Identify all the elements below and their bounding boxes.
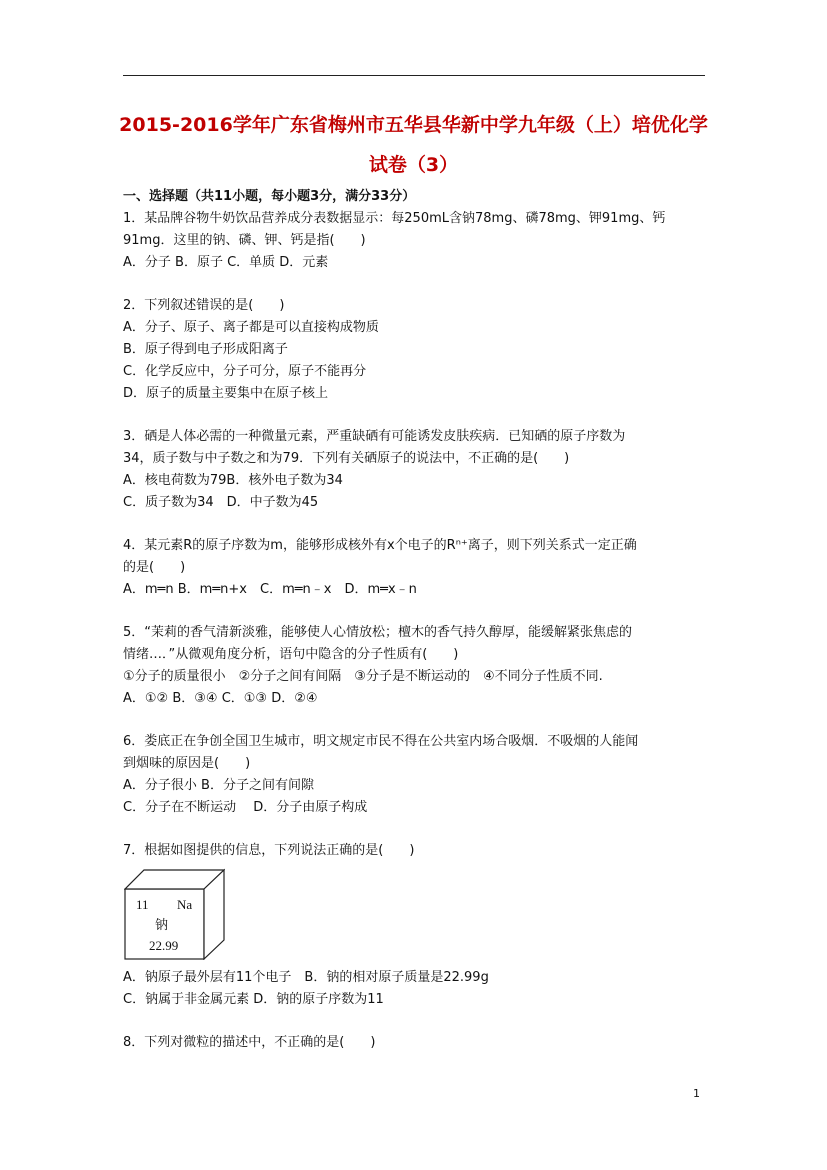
element-symbol: Na [177, 897, 193, 912]
text-line: 1．某品牌谷物牛奶饮品营养成分表数据显示：每250mL含钠78mg、磷78mg、钾91mg、钙 [123, 211, 666, 226]
text-line: 34，质子数与中子数之和为79．下列有关硒原子的说法中，不正确的是( ) [123, 451, 570, 466]
text-line: A．核电荷数为79B．核外电子数为34 [123, 473, 343, 488]
text-line: 的是( ) [123, 560, 186, 575]
text-line: A．分子 B．原子 C．单质 D．元素 [123, 255, 329, 270]
document-title-line2: 试卷（3） [368, 154, 459, 176]
text-line: A．m═n B．m═n+x C．m═n﹣x D．m═x﹣n [123, 582, 417, 597]
text-line: 8．下列对微粒的描述中，不正确的是( ) [123, 1035, 376, 1050]
text-line: A．①② B．③④ C．①③ D．②④ [123, 691, 318, 706]
document-title-line1: 2015-2016学年广东省梅州市五华县华新中学九年级（上）培优化学 [119, 114, 708, 136]
text-line: A．钠原子最外层有11个电子 B．钠的相对原子质量是22.99g [123, 970, 489, 985]
text-line: 2．下列叙述错误的是( ) [123, 298, 285, 313]
text-line: ①分子的质量很小 ②分子之间有间隔 ③分子是不断运动的 ④不同分子性质不同. [123, 669, 603, 684]
text-line: C．钠属于非金属元素 D．钠的原子序数为11 [123, 992, 384, 1007]
text-line: C．分子在不断运动 D．分子由原子构成 [123, 800, 368, 815]
text-line: A．分子很小 B．分子之间有间隙 [123, 778, 314, 793]
text-line: 情绪…．”从微观角度分析，语句中隐含的分子性质有( ) [123, 647, 459, 662]
text-line: 到烟味的原因是( ) [123, 756, 251, 771]
text-line: B．原子得到电子形成阳离子 [123, 342, 288, 357]
text-line: 6．娄底正在争创全国卫生城市，明文规定市民不得在公共室内场合吸烟．不吸烟的人能闻 [123, 734, 639, 749]
text-line: 5．“茉莉的香气清新淡雅，能够使人心情放松；檀木的香气持久醇厚，能缓解紧张焦虑的 [123, 625, 633, 640]
section-heading: 一、选择题（共11小题，每小题3分，满分33分） [123, 189, 416, 204]
text-line: 7．根据如图提供的信息，下列说法正确的是( ) [123, 843, 415, 858]
text-line: D．原子的质量主要集中在原子核上 [123, 386, 329, 401]
text-line: 4．某元素R的原子序数为m，能够形成核外有x个电子的Rⁿ⁺离子，则下列关系式一定正确 [123, 538, 637, 553]
element-number: 11 [136, 897, 149, 912]
element-name: 钠 [155, 918, 169, 933]
text-line: A．分子、原子、离子都是可以直接构成物质 [123, 320, 379, 335]
header-rule [123, 75, 705, 76]
page-number: 1 [693, 1087, 700, 1100]
text-line: C．质子数为34 D．中子数为45 [123, 495, 319, 510]
text-line: C．化学反应中，分子可分，原子不能再分 [123, 364, 367, 379]
text-line: 91mg．这里的钠、磷、钾、钙是指( ) [123, 233, 366, 248]
element-mass: 22.99 [149, 938, 179, 953]
sodium-element-card [124, 868, 225, 960]
text-line: 3．硒是人体必需的一种微量元素，严重缺硒有可能诱发皮肤疾病．已知硒的原子序数为 [123, 429, 626, 444]
